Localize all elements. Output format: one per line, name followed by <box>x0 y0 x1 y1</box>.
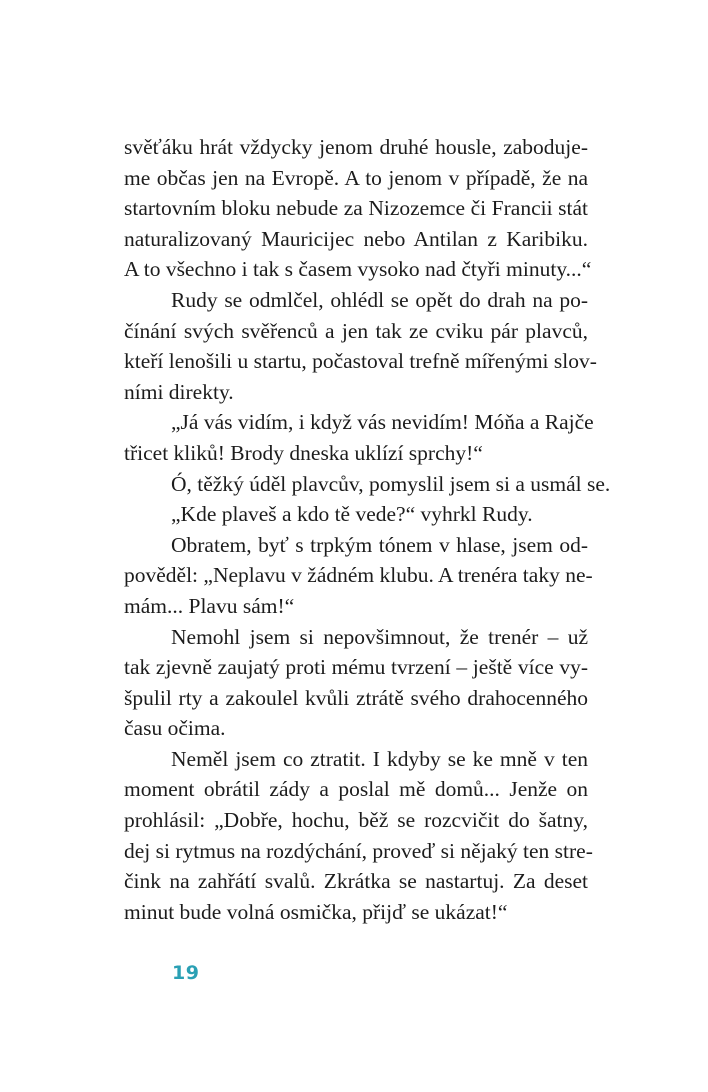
text-line: Nemohl jsem si nepovšimnout, že trenér – už <box>171 624 588 649</box>
text-line: „Kde plaveš a kdo tě vede?“ vyhrkl Rudy. <box>171 502 533 527</box>
text-line: třicet kliků! Brody dneska uklízí sprchy!“ <box>124 440 483 465</box>
text-line: ními direkty. <box>124 379 234 404</box>
text-line: naturalizovaný Mauricijec nebo Antilan z Karibiku. <box>124 226 588 251</box>
text-line: minut bude volná osmička, přijď se ukázat!“ <box>124 899 508 924</box>
text-line: moment obrátil zády a poslal mě domů... Jenže on <box>124 777 588 802</box>
text-line: svěťáku hrát vždycky jenom druhé housle, zaboduje- <box>124 135 588 159</box>
text-line: Obratem, byť s trpkým tónem v hlase, jsem od- <box>171 532 588 557</box>
text-line: kteří lenošili u startu, počastoval trefně mířenými slov- <box>124 349 597 374</box>
text-line: čink na zahřátí svalů. Zkrátka se nastartuj. Za deset <box>124 869 588 894</box>
text-line: Rudy se odmlčel, ohlédl se opět do drah na po- <box>171 287 588 312</box>
text-line: pověděl: „Neplavu v žádném klubu. A trenéra taky ne- <box>124 563 593 588</box>
text-line: A to všechno i tak s časem vysoko nad čtyři minuty...“ <box>124 257 592 282</box>
text-line: startovním bloku nebude za Nizozemce či Francii stát <box>124 196 588 221</box>
page-number: 19 <box>172 962 200 984</box>
text-line: času očima. <box>124 716 226 741</box>
text-line: mám... Plavu sám!“ <box>124 593 295 618</box>
text-line: tak zjevně zaujatý proti mému tvrzení – ještě více vy- <box>124 655 588 680</box>
text-line: „Já vás vidím, i když vás nevidím! Móňa a Rajče <box>171 410 594 435</box>
text-line: me občas jen na Evropě. A to jenom v případě, že na <box>124 165 588 190</box>
text-line: prohlásil: „Dobře, hochu, běž se rozcvičit do šatny, <box>124 808 588 833</box>
text-line: dej si rytmus na rozdýchání, proveď si nějaký ten stre- <box>124 838 593 863</box>
text-line: čínání svých svěřenců a jen tak ze cviku pár plavců, <box>124 318 588 343</box>
text-line: Ó, těžký úděl plavcův, pomyslil jsem si a usmál se. <box>171 471 611 496</box>
text-line: špulil rty a zakoulel kvůli ztrátě svého drahocenného <box>124 685 588 710</box>
text-line: Neměl jsem co ztratit. I kdyby se ke mně v ten <box>171 746 588 771</box>
body-text <box>124 132 611 927</box>
